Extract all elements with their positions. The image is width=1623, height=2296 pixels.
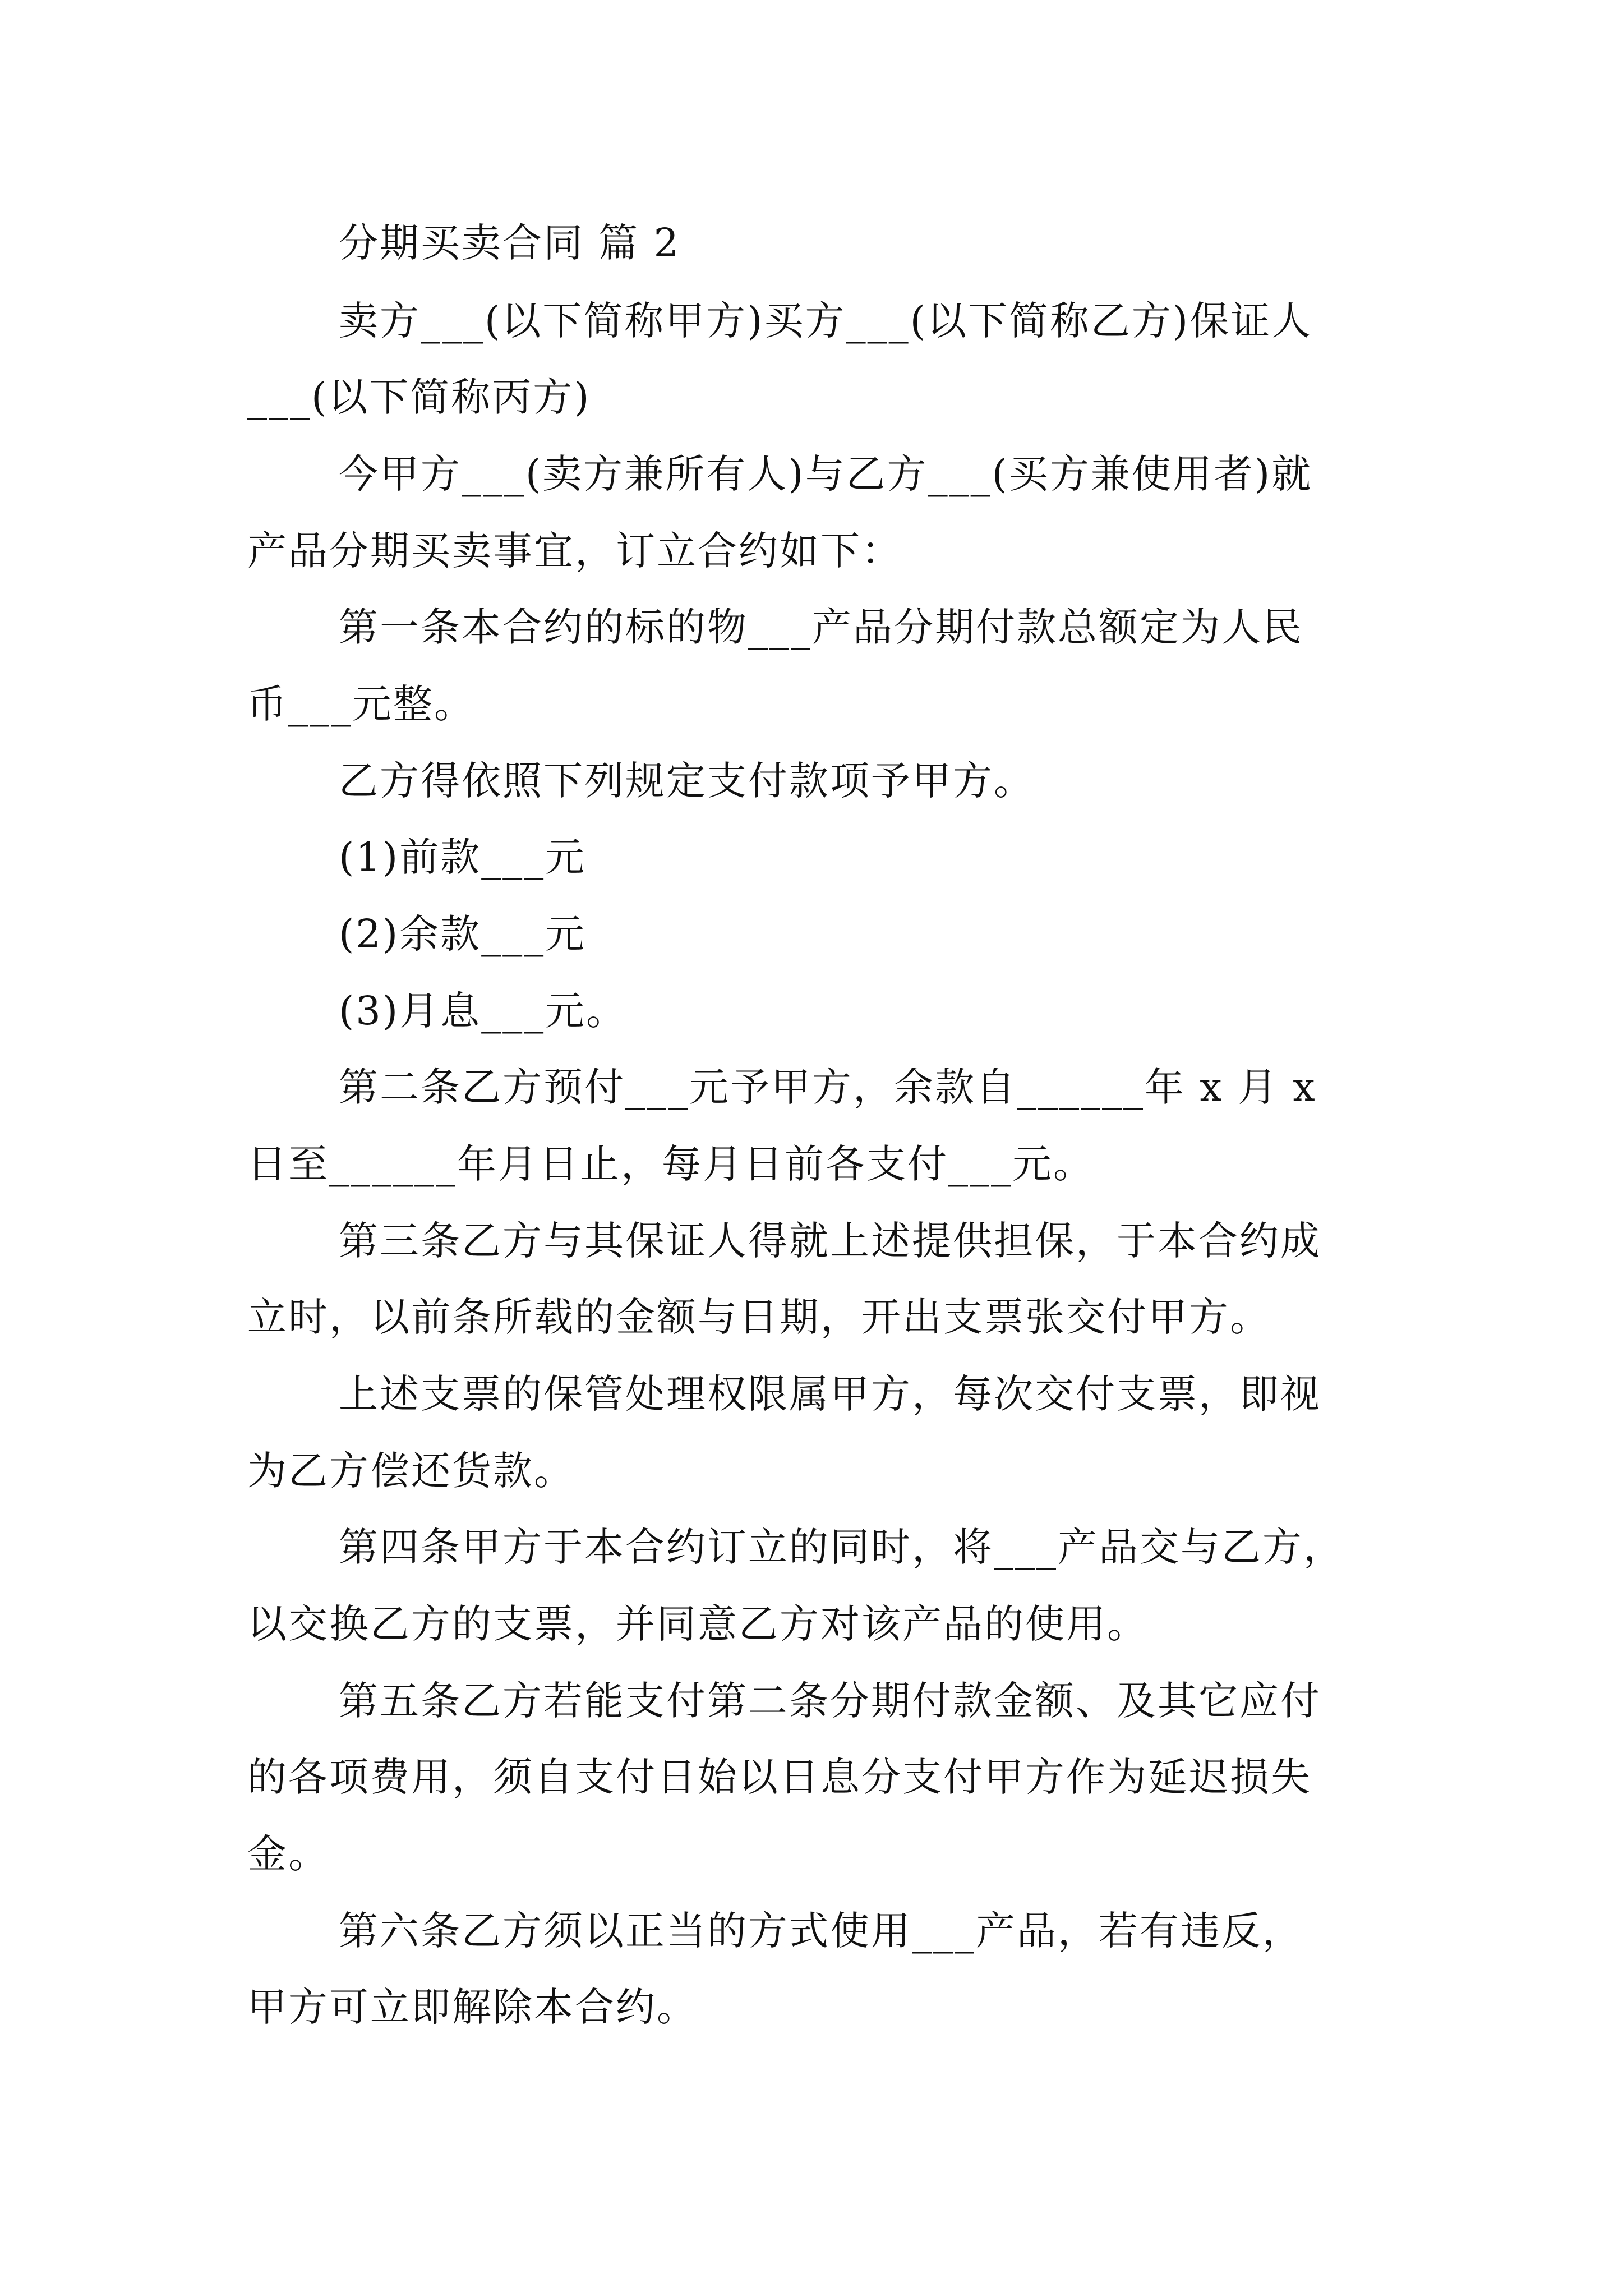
- paragraph-line: 为乙方偿还货款。: [247, 1448, 575, 1494]
- paragraph-line: 金。: [247, 1831, 329, 1877]
- paragraph-line: 立时，以前条所载的金额与日期，开出支票张交付甲方。: [247, 1294, 1271, 1340]
- paragraph-line: 第五条乙方若能支付第二条分期付款金额、及其它应付: [339, 1678, 1321, 1724]
- paragraph-line: 以交换乙方的支票，并同意乙方对该产品的使用。: [247, 1601, 1148, 1647]
- paragraph-line: 币___元整。: [247, 681, 475, 727]
- paragraph-line: (1)前款___元: [339, 834, 587, 880]
- paragraph-line: 产品分期买卖事宜，订立合约如下：: [247, 528, 902, 574]
- paragraph-line: 第六条乙方须以正当的方式使用___产品，若有违反，: [339, 1908, 1303, 1954]
- paragraph-line: 第四条甲方于本合约订立的同时，将___产品交与乙方，: [339, 1524, 1344, 1570]
- paragraph-line: 今甲方___(卖方兼所有人)与乙方___(买方兼使用者)就: [339, 451, 1313, 497]
- paragraph-line: 第一条本合约的标的物___产品分期付款总额定为人民: [339, 604, 1303, 650]
- paragraph-line: 日至______年月日止，每月日前各支付___元。: [247, 1141, 1094, 1187]
- paragraph-line: 的各项费用，须自支付日始以日息分支付甲方作为延迟损失: [247, 1754, 1312, 1800]
- paragraph-line: 上述支票的保管处理权限属甲方，每次交付支票，即视: [339, 1371, 1321, 1417]
- paragraph-line: ___(以下简称丙方): [247, 374, 591, 420]
- paragraph-line: (3)月息___元。: [339, 988, 628, 1034]
- paragraph-line: 第二条乙方预付___元予甲方，余款自______年 x 月 x: [339, 1064, 1317, 1110]
- paragraph-line: 甲方可立即解除本合约。: [247, 1984, 698, 2030]
- document-title: 分期买卖合同 篇 2: [339, 220, 681, 266]
- paragraph-line: (2)余款___元: [339, 911, 587, 957]
- paragraph-line: 卖方___(以下简称甲方)买方___(以下简称乙方)保证人: [339, 298, 1313, 344]
- paragraph-line: 第三条乙方与其保证人得就上述提供担保，于本合约成: [339, 1218, 1321, 1264]
- paragraph-line: 乙方得依照下列规定支付款项予甲方。: [339, 758, 1035, 804]
